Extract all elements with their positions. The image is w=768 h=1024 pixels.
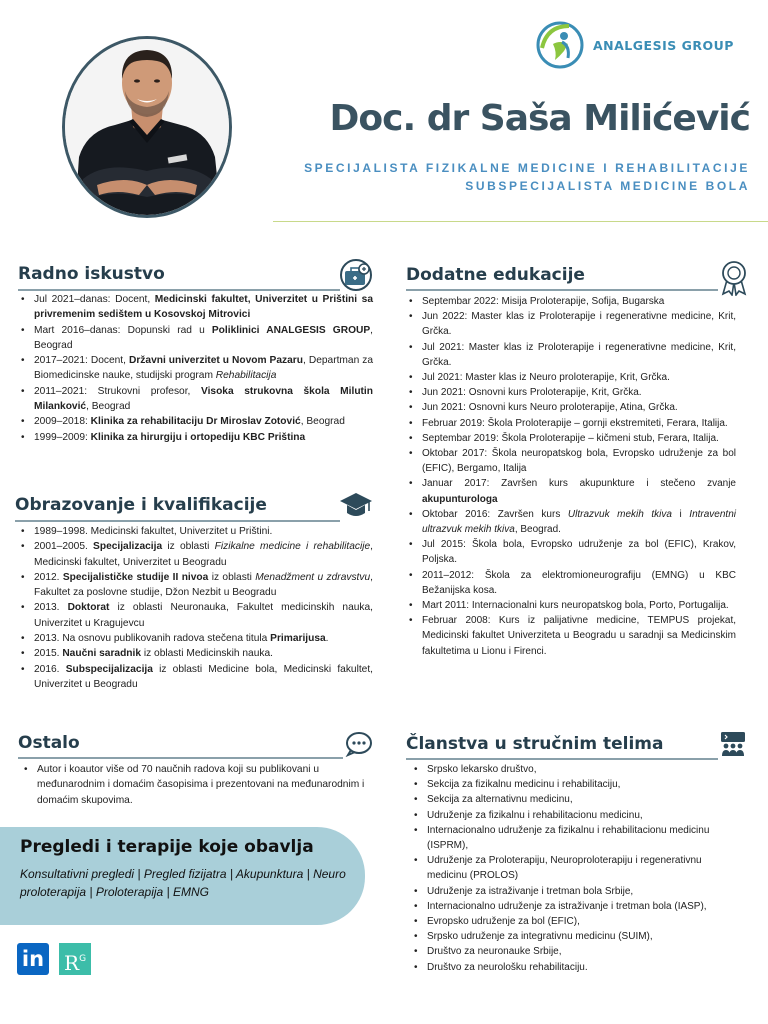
award-badge-icon [719,260,749,296]
list-item: • Društvo za neurološku rehabilitaciju. [411,960,731,975]
radno-list [18,292,373,445]
list-item: • Februar 2008: Kurs iz palijativne medicine, TEMPUS projekat, Medicinski fakultet Univerziteta u Beogradu u saradnji sa Medicinskim fakultetima u Lionu i Firenci. [406,613,736,659]
services-title: Pregledi i terapije koje obavlja [20,837,314,857]
obrazovanje-title: Obrazovanje i kvalifikacije [15,495,267,515]
list-item: • Jun 2021: Osnovni kurs Neuro proloterapije, Atina, Grčka. [406,400,736,415]
profile-photo [62,36,232,218]
linkedin-icon[interactable]: in [17,943,49,975]
list-item: • Autor i koautor više od 70 naučnih radova koji su publikovani u međunarodnim i domaćim časopisima i prezentovani na međunarodnim i domaćim skupovima. [21,762,366,808]
dodatne-title: Dodatne edukacije [406,265,585,285]
list-item: • Srpsko lekarsko društvo, [411,762,731,777]
list-item: • Januar 2017: Završen kurs akupunkture i stečeno zvanje akupunturologa [406,476,736,506]
list-item: • Oktobar 2017: Škola neuropatskog bola, Evropsko udruženje za bol (EFIC), Bergamo, Italija [406,446,736,476]
logo-text: ANALGESIS GROUP [593,38,734,53]
subtitle-subspecialty: SUBSPECIJALISTA MEDICINE BOLA [465,179,750,193]
subtitle-specialty: SPECIJALISTA FIZIKALNE MEDICINE I REHABILITACIJE [304,161,750,175]
list-item: • Jun 2022: Master klas iz Proloterapije i regenerativne medicine, Krit, Grčka. [406,309,736,339]
list-item: • 2015. Naučni saradnik iz oblasti Medicinskih nauka. [18,646,373,661]
radno-underline [18,289,340,291]
list-item: • 1989–1998. Medicinski fakultet, Univerzitet u Prištini. [18,524,373,539]
list-item: • Septembar 2022: Misija Proloterapije, Sofija, Bugarska [406,294,736,309]
list-item: • Jul 2021: Master klas iz Neuro proloterapije, Krit, Grčka. [406,370,736,385]
list-item: • 2011–2012: Škola za elektromioneurografiju (EMNG) u KBC Bežanijska kosa. [406,568,736,598]
list-item: • Mart 2016–danas: Dopunski rad u Poliklinici ANALGESIS GROUP, Beograd [18,323,373,354]
chat-bubble-icon [345,731,373,757]
list-item: • Internacionalno udruženje za fizikalnu i rehabilitacionu medicinu (ISPRM), [411,823,731,853]
list-item: • Udruženje za fizikalnu i rehabilitacionu medicinu, [411,808,731,823]
services-panel [0,827,365,925]
list-item: • Jul 2015: Škola bola, Evropsko udruženje za bol (EFIC), Krakov, Poljska. [406,537,736,567]
list-item: • 2013. Na osnovu publikovanih radova stečena titula Primarijusa. [18,631,373,646]
list-item: • Evropsko udruženje za bol (EFIC), [411,914,731,929]
list-item: • Jun 2021: Osnovni kurs Proloterapije, Krit, Grčka. [406,385,736,400]
list-item: • Sekcija za alternativnu medicinu, [411,792,731,807]
list-item: • 2016. Subspecijalizacija iz oblasti Medicine bola, Medicinski fakultet, Univerzitet u Beogradu [18,662,373,693]
clanstva-underline [406,758,718,760]
ostalo-list [21,762,366,808]
analgesis-logo-mark [533,20,589,70]
list-item: • Udruženje za Proloterapiju, Neuroproloterapiju i regenerativnu medicinu (PROLOS) [411,853,731,883]
team-members-icon [718,730,748,758]
list-item: • 2009–2018: Klinika za rehabilitaciju Dr Miroslav Zotović, Beograd [18,414,373,429]
clanstva-list [411,762,731,975]
header-divider [273,221,768,222]
ostalo-underline [18,757,343,759]
list-item: • Sekcija za fizikalnu medicinu i rehabilitaciju, [411,777,731,792]
list-item: • 2001–2005. Specijalizacija iz oblasti Fizikalne medicine i rehabilitacije, Medicinski fakultet, Univerzitet u Beogradu [18,539,373,570]
list-item: • Srpsko udruženje za integrativnu medicinu (SUIM), [411,929,731,944]
list-item: • Februar 2019: Škola Proloterapije – gornji ekstremiteti, Ferara, Italija. [406,416,736,431]
dodatne-underline [406,289,718,291]
radno-title: Radno iskustvo [18,264,165,284]
list-item: • 2012. Specijalističke studije II nivoa iz oblasti Menadžment u zdravstvu, Fakultet za poslovne studije, Džon Nezbit u Beogradu [18,570,373,601]
analgesis-logo [533,20,753,70]
list-item: • 2011–2021: Strukovni profesor, Visoka strukovna škola Milutin Milanković, Beograd [18,384,373,415]
obrazovanje-underline [15,520,340,522]
person-name: Doc. dr Saša Milićević [329,98,750,139]
list-item: • Mart 2011: Internacionalni kurs neuropatskog bola, Porto, Portugalija. [406,598,736,613]
list-item: • Oktobar 2016: Završen kurs Ultrazvuk mekih tkiva i Intraventni ultrazvuk mekih tkiva, Beograd. [406,507,736,537]
ostalo-title: Ostalo [18,733,80,753]
list-item: • 2013. Doktorat iz oblasti Neuronauka, Fakultet medicinskih nauka, Univerzitet u Kragujevcu [18,600,373,631]
list-item: • Septembar 2019: Škola Proloterapije – kičmeni stub, Ferara, Italija. [406,431,736,446]
dodatne-list [406,294,736,659]
list-item: • 2017–2021: Docent, Državni univerzitet u Novom Pazaru, Departman za Biomedicinske nauke, studijski program Rehabilitacija [18,353,373,384]
list-item: • Internacionalno udruženje za istraživanje i tretman bola (IASP), [411,899,731,914]
list-item: • Jul 2021: Master klas iz Proloterapije i regenerativne medicine, Krit, Grčka. [406,340,736,370]
researchgate-icon[interactable]: $R^G$ [59,943,91,975]
obrazovanje-list [18,524,373,692]
services-list: Konsultativni pregledi | Pregled fizijatra | Akupunktura | Neuro proloterapija | Proloterapija | EMNG [20,867,346,899]
medical-briefcase-icon [338,258,374,292]
clanstva-title: Članstva u stručnim telima [406,734,664,754]
list-item: • Jul 2021–danas: Docent, Medicinski fakultet, Univerzitet u Prištini sa privremenim sedištem u Kosovskoj Mitrovici [18,292,373,323]
list-item: • Društvo za neuronauke Srbije, [411,944,731,959]
graduation-cap-icon [338,490,374,520]
list-item: • 1999–2009: Klinika za hirurgiju i ortopediju KBC Priština [18,430,373,445]
list-item: • Udruženje za istraživanje i tretman bola Srbije, [411,884,731,899]
